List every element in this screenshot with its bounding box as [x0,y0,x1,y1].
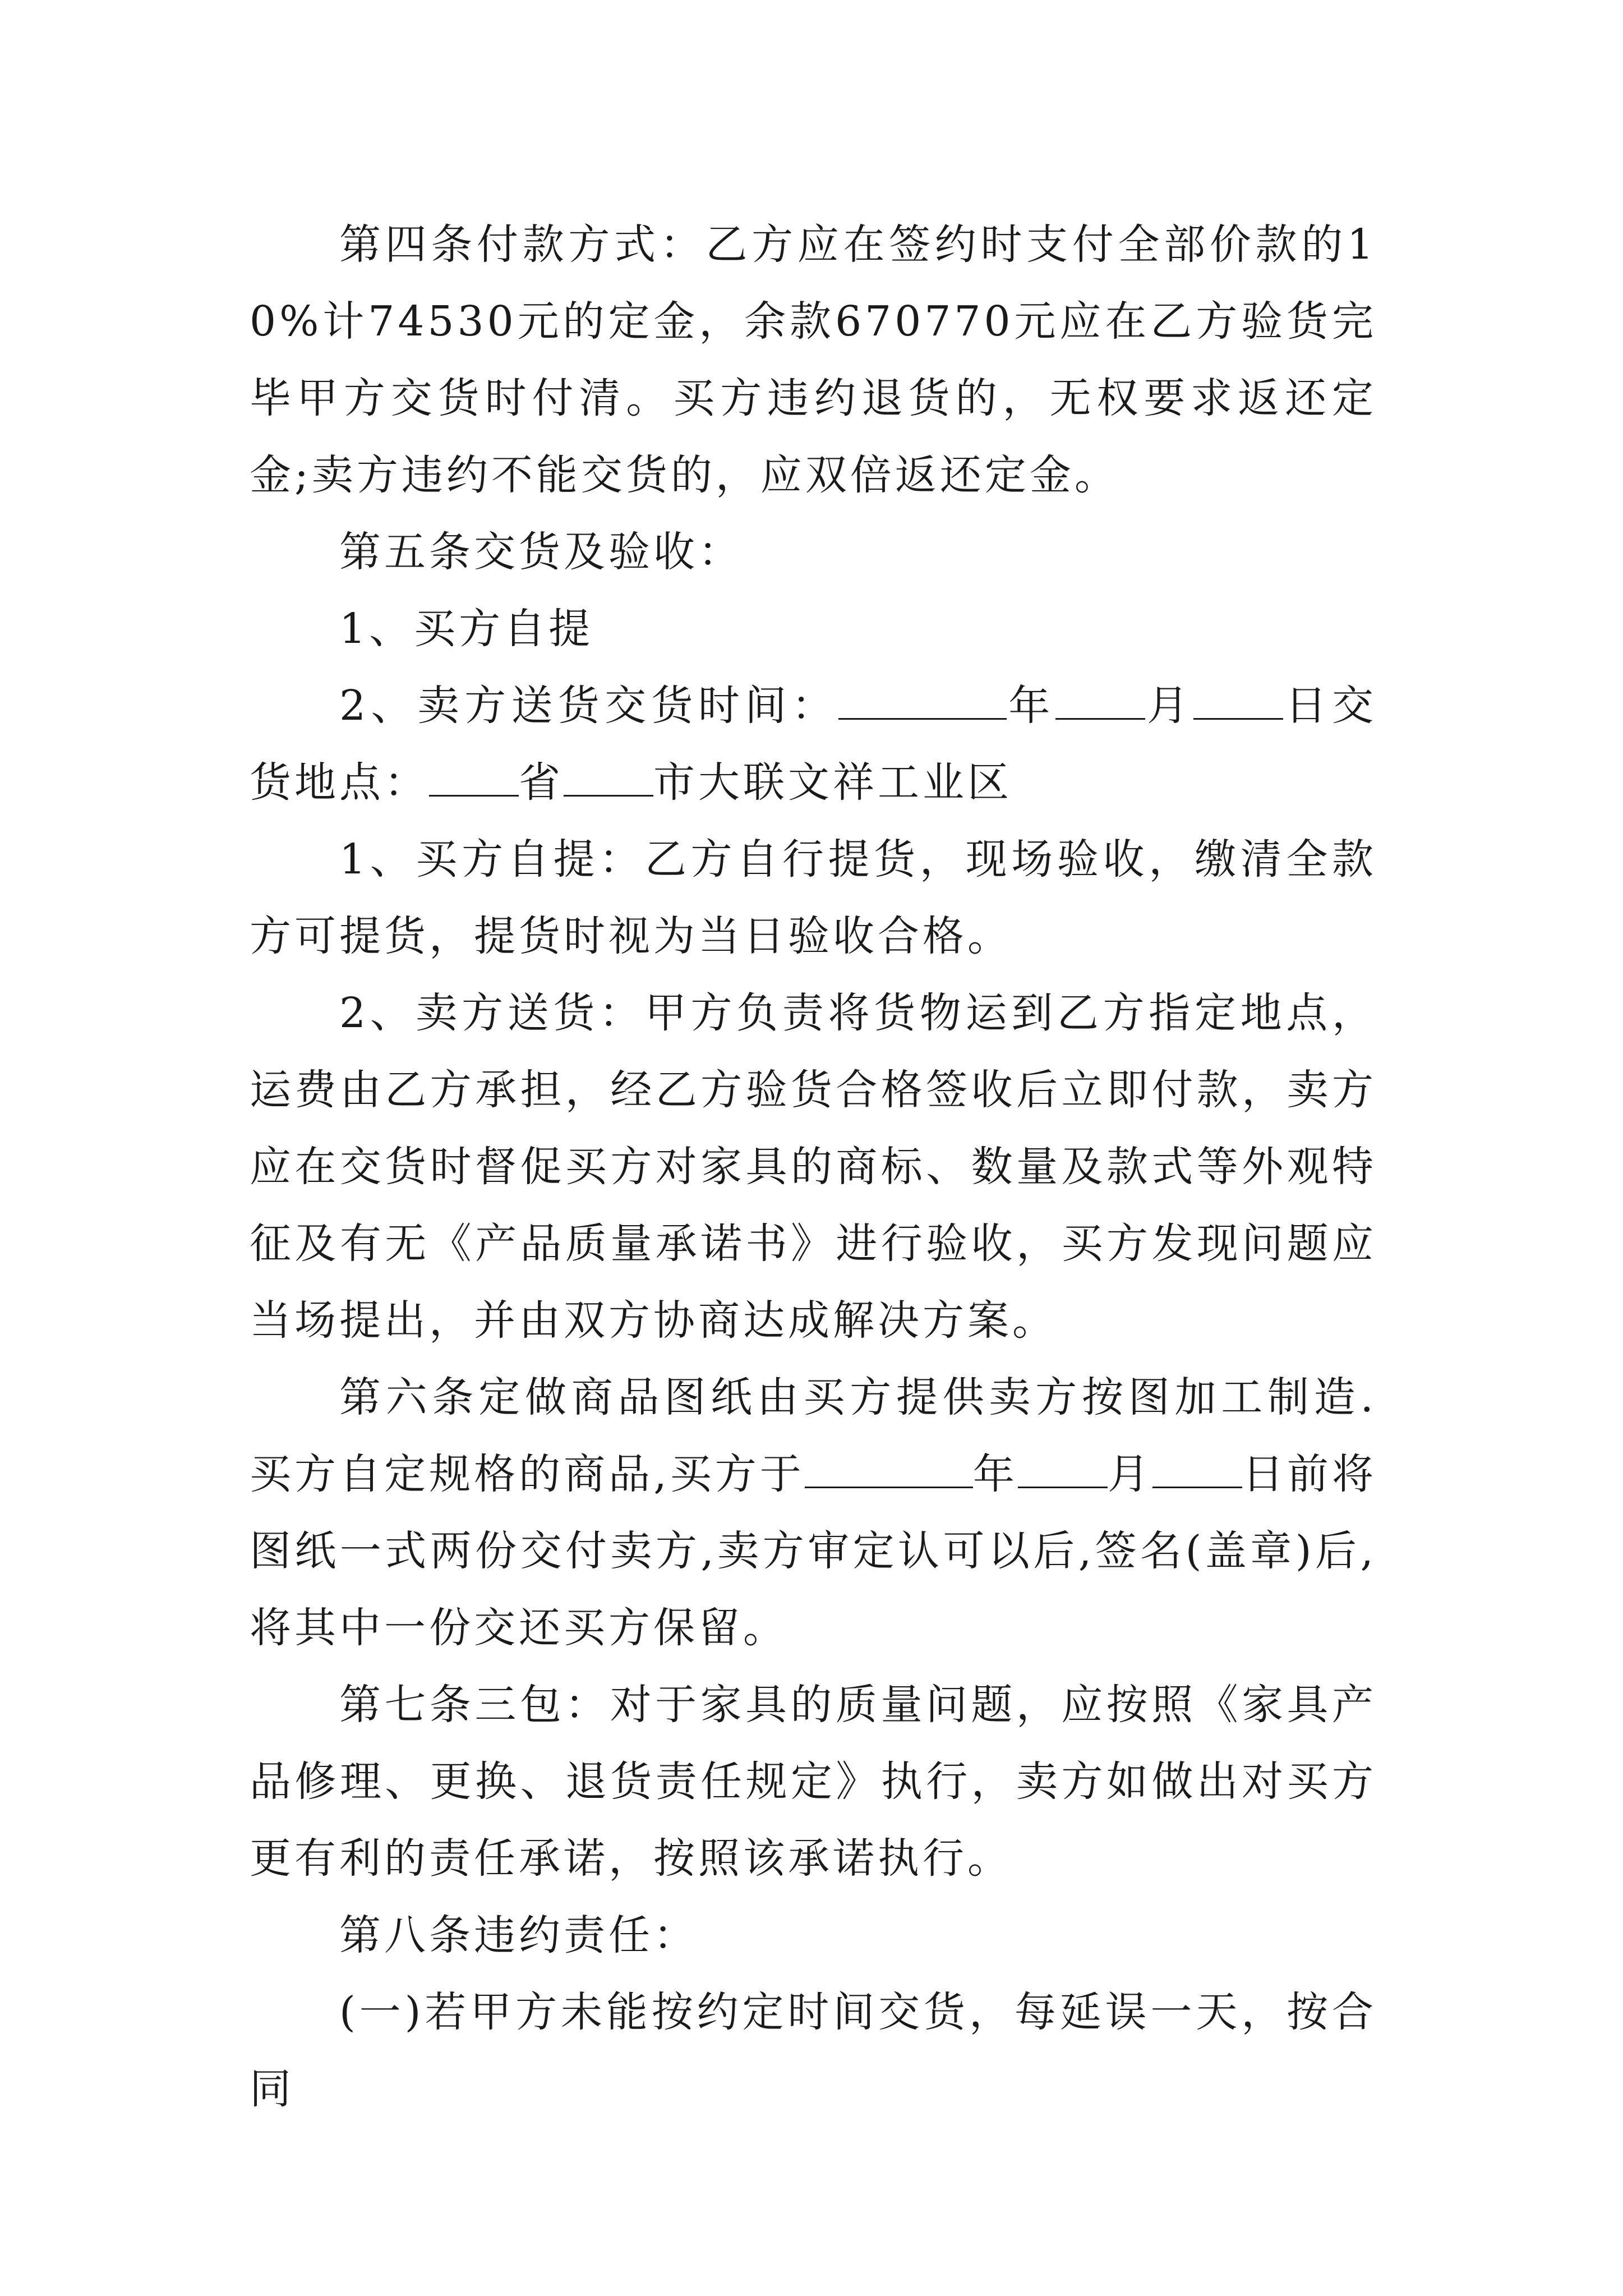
blank-drawing-day [1152,1451,1242,1488]
year-label: 年 [1006,682,1055,730]
liability-item-1-text: (一)若甲方未能按约定时间交货，每延误一天，按合同 [250,1988,1377,2113]
blank-province [429,759,519,797]
paragraph-payment-terms [250,206,1377,514]
blank-year [838,682,1007,720]
self-pickup-detail-text: 1、买方自提：乙方自行提货，现场验收，缴清全款方可提货，提货时视为当日验收合格。 [250,835,1377,960]
paragraph-self-pickup-detail [250,821,1377,975]
blank-drawing-year [805,1451,973,1488]
blank-drawing-month [1018,1451,1108,1488]
payment-terms-text: 第四条付款方式：乙方应在签约时支付全部价款的10%计74530元的定金，余款670770元应在乙方验货完毕甲方交货时付清。买方违约退货的，无权要求返还定金;卖方违约不能交货的，应双倍返还定金。 [250,220,1377,499]
paragraph-self-pickup [250,591,1377,668]
drawing-year-label: 年 [972,1450,1018,1498]
paragraph-liability-heading [250,1897,1377,1974]
warranty-text: 第七条三包：对于家具的质量问题，应按照《家具产品修理、更换、退货责任规定》执行，卖方如做出对买方更有利的责任承诺，按照该承诺执行。 [250,1681,1377,1883]
custom-drawings-text-start: 第六条定做商品图纸由买方提供卖方按图加工制造.买方自定规格的商品,买方于 [250,1373,1377,1498]
city-label: 市大联文祥工业区 [653,758,1012,807]
delivery-time-label: 2、卖方送货交货时间： [339,682,838,730]
province-label: 省 [519,758,564,807]
paragraph-seller-delivery-detail [250,975,1377,1359]
self-pickup-text: 1、买方自提 [339,605,594,653]
blank-day [1193,682,1283,720]
seller-delivery-detail-text: 2、卖方送货：甲方负责将货物运到乙方指定地点，运费由乙方承担，经乙方验货合格签收后立即付款，卖方应在交货时督促买方对家具的商标、数量及款式等外观特征及有无《产品质量承诺书》进行验收，买方发现问题应当场提出，并由双方协商达成解决方案。 [250,989,1377,1345]
document-body [250,206,1377,2128]
delivery-heading-text: 第五条交货及验收： [339,528,743,576]
custom-drawings-text-end: 日前将图纸一式两份交付卖方,卖方审定认可以后,签名(盖章)后,将其中一份交还买方保留。 [250,1450,1377,1652]
paragraph-warranty [250,1667,1377,1897]
blank-month [1055,682,1145,720]
liability-heading-text: 第八条违约责任： [339,1911,698,1959]
paragraph-delivery-heading [250,514,1377,591]
paragraph-delivery-time-place [250,668,1377,821]
drawing-month-label: 月 [1107,1450,1152,1498]
paragraph-custom-drawings [250,1359,1377,1667]
month-label: 月 [1145,682,1194,730]
day-place-label: 日交货地点： [250,682,1377,807]
paragraph-liability-item-1 [250,1974,1377,2128]
blank-city [564,759,653,797]
